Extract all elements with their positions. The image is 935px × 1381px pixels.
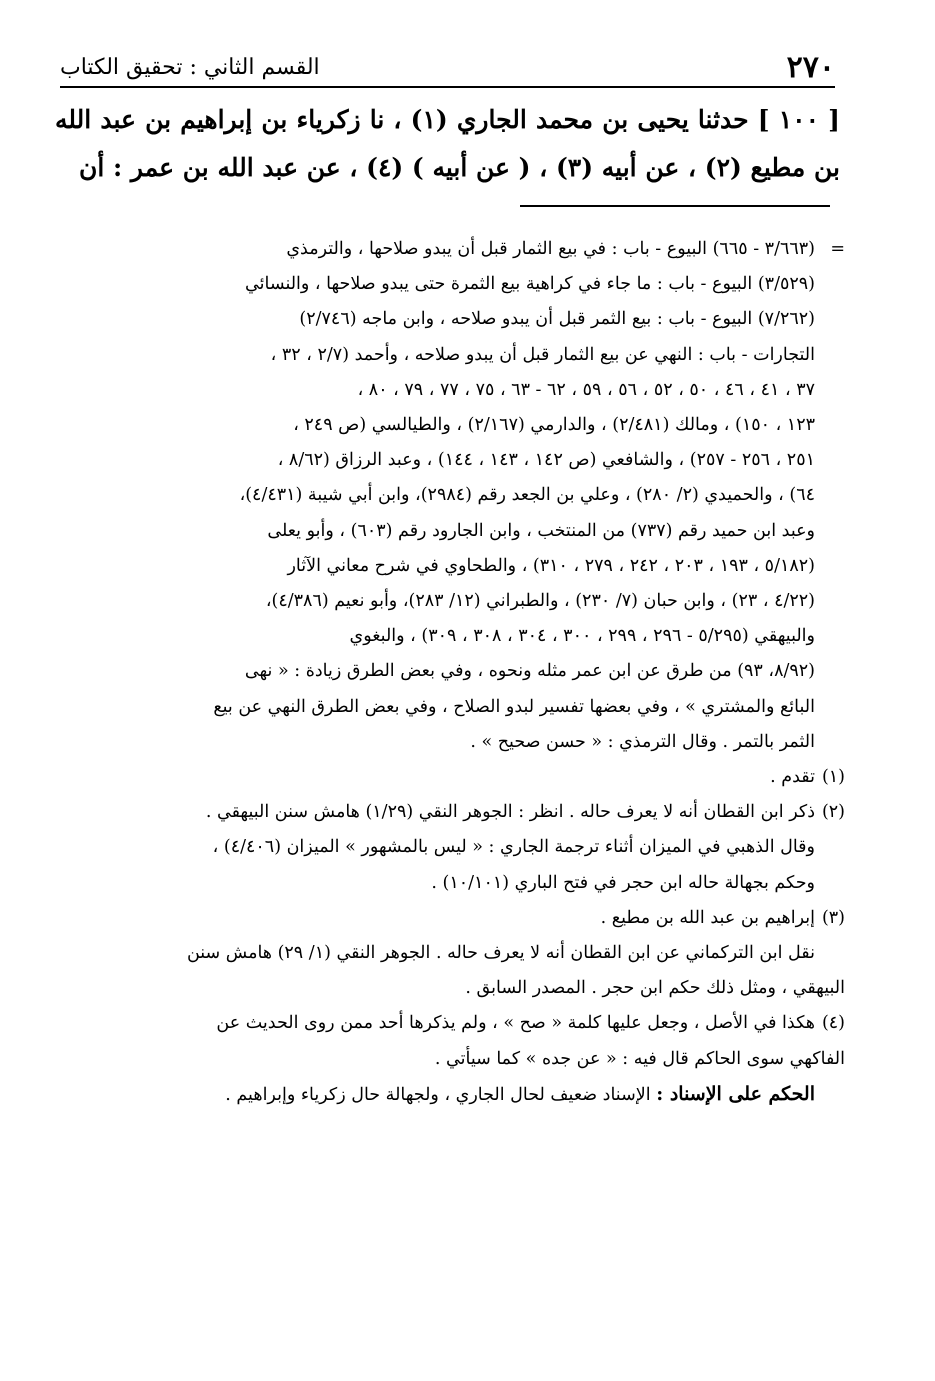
footnotes: [60, 232, 845, 1113]
footnote-separator: [520, 205, 830, 207]
footnote-line: ٢٥١ ، ٢٥٦ - ٢٥٧) ، والشافعي (ص ١٤٢ ، ١٤٣ ، ١٤٤) ، وعبد الرزاق (٨/٦٢ ،: [277, 450, 815, 471]
footnote-line: إبراهيم بن عبد الله بن مطيع .: [600, 907, 815, 928]
footnote-line: البيهقي ، ومثل ذلك حكم ابن حجر . المصدر السابق .: [465, 978, 845, 999]
footnote-line: (٧/٢٦٢) البيوع - باب : بيع الثمر قبل أن يبدو صلاحه ، وابن ماجه (٢/٧٤٦): [299, 309, 815, 330]
footnote-line: (٣/٥٢٩) البيوع - باب : ما جاء في كراهية بيع الثمرة حتى يبدو صلاحها ، والنسائي: [245, 274, 815, 295]
footnote-line: وقال الذهبي في الميزان أثناء ترجمة الجاري : « ليس بالمشهور » الميزان (٤/٤٠٦) ،: [212, 837, 815, 858]
footnote-line: ١٢٣ ، ١٥٠) ، ومالك (٢/٤٨١) ، والدارمي (٢/١٦٧) ، والطيالسي (ص ٢٤٩ ،: [293, 415, 815, 436]
footnote-line: ٣٧ ، ٤١ ، ٤٦ ، ٥٠ ، ٥٢ ، ٥٦ ، ٥٩ ، ٦٢ - ٦٣ ، ٧٥ ، ٧٧ ، ٧٩ ، ٨٠ ،: [357, 379, 815, 400]
footnote-continuation: [60, 232, 845, 760]
footnote-line: ٦٤) ، والحميدي (٢/ ٢٨٠) ، وعلي بن الجعد رقم (٢٩٨٤)، وابن أبي شيبة (٤/٤٣١)،: [239, 485, 815, 506]
footnote-line: تقدم .: [770, 767, 815, 788]
footnote-number: (٢): [821, 802, 845, 823]
footnote-line: الثمر بالتمر . وقال الترمذي : « حسن صحيح » .: [470, 731, 815, 752]
footnote-line: ذكر ابن القطان أنه لا يعرف حاله . انظر : الجوهر النقي (١/٢٩) هامش سنن البيهقي .: [205, 802, 815, 823]
footnote-number: (٤): [821, 1013, 845, 1034]
footnote-line: والبيهقي (٥/٢٩٥ - ٢٩٦ ، ٢٩٩ ، ٣٠٠ ، ٣٠٤ ، ٣٠٨ ، ٣٠٩) ، والبغوي: [349, 626, 815, 647]
footnote-3: [60, 901, 845, 936]
footnote-line: نقل ابن التركماني عن ابن القطان أنه لا يعرف حاله . الجوهر النقي (١/ ٢٩) هامش سنن: [186, 943, 815, 964]
footnote-2: [60, 795, 845, 901]
ruling-label: الحكم على الإسناد :: [656, 1082, 815, 1105]
footnote-line: هكذا في الأصل ، وجعل عليها كلمة « صح » ، ولم يذكرها أحد ممن روى الحديث عن: [216, 1013, 815, 1034]
running-title: القسم الثاني : تحقيق الكتاب: [60, 55, 320, 80]
hadith-paragraph: [ ١٠٠ ] حدثنا يحيى بن محمد الجاري (١) ، نا زكرياء بن إبراهيم بن عبد الله بن مطيع (٢) ، عن أبيه (٣) ، ( عن أبيه ) (٤) ، عن عبد الله بن عمر : أن: [55, 105, 840, 182]
ruling-text: الإسناد ضعيف لحال الجاري ، ولجهالة حال زكرياء وإبراهيم .: [225, 1084, 651, 1105]
footnote-line: الفاكهي سوى الحاكم قال فيه : « عن جده » كما سيأتي .: [434, 1048, 845, 1069]
footnote-line: وحكم بجهالة حاله ابن حجر في فتح الباري (١٠/١٠١) .: [431, 872, 815, 893]
continuation-marker: =: [830, 239, 845, 259]
footnote-line: (٨/٩٢، ٩٣) من طرق عن ابن عمر مثله ونحوه ، وفي بعض الطرق زيادة : « نهى: [244, 661, 815, 682]
footnote-4: [60, 1006, 845, 1041]
footnote-line: التجارات - باب : النهي عن بيع الثمار قبل أن يبدو صلاحه ، وأحمد (٢/٧ ، ٣٢ ،: [270, 344, 815, 365]
footnote-line: (٤/٢٢ ، ٢٣) ، وابن حبان (٧/ ٢٣٠) ، والطبراني (١٢/ ٢٨٣)، وأبو نعيم (٤/٣٨٦)،: [265, 591, 815, 612]
page-header: [60, 52, 835, 88]
isnad-ruling: [60, 1077, 845, 1113]
footnote-1: [60, 760, 845, 795]
footnote-number: (٣): [821, 907, 845, 928]
footnote-number: (١): [821, 767, 845, 788]
footnote-line: (٣/٦٦٣ - ٦٦٥) البيوع - باب : في بيع الثمار قبل أن يبدو صلاحها ، والترمذي: [286, 239, 815, 259]
page-number: ٢٧٠: [786, 50, 835, 85]
footnote-line: (٥/١٨٢ ، ١٩٣ ، ٢٠٣ ، ٢٤٢ ، ٢٧٩ ، ٣١٠) ، والطحاوي في شرح معاني الآثار: [287, 555, 815, 576]
hadith-text: [55, 96, 840, 192]
footnote-line: وعبد ابن حميد رقم (٧٣٧) من المنتخب ، وابن الجارود رقم (٦٠٣) ، وأبو يعلى: [267, 520, 815, 541]
footnote-line: البائع والمشتري » ، وفي بعضها تفسير لبدو الصلاح ، وفي بعض الطرق النهي عن بيع: [213, 696, 815, 717]
